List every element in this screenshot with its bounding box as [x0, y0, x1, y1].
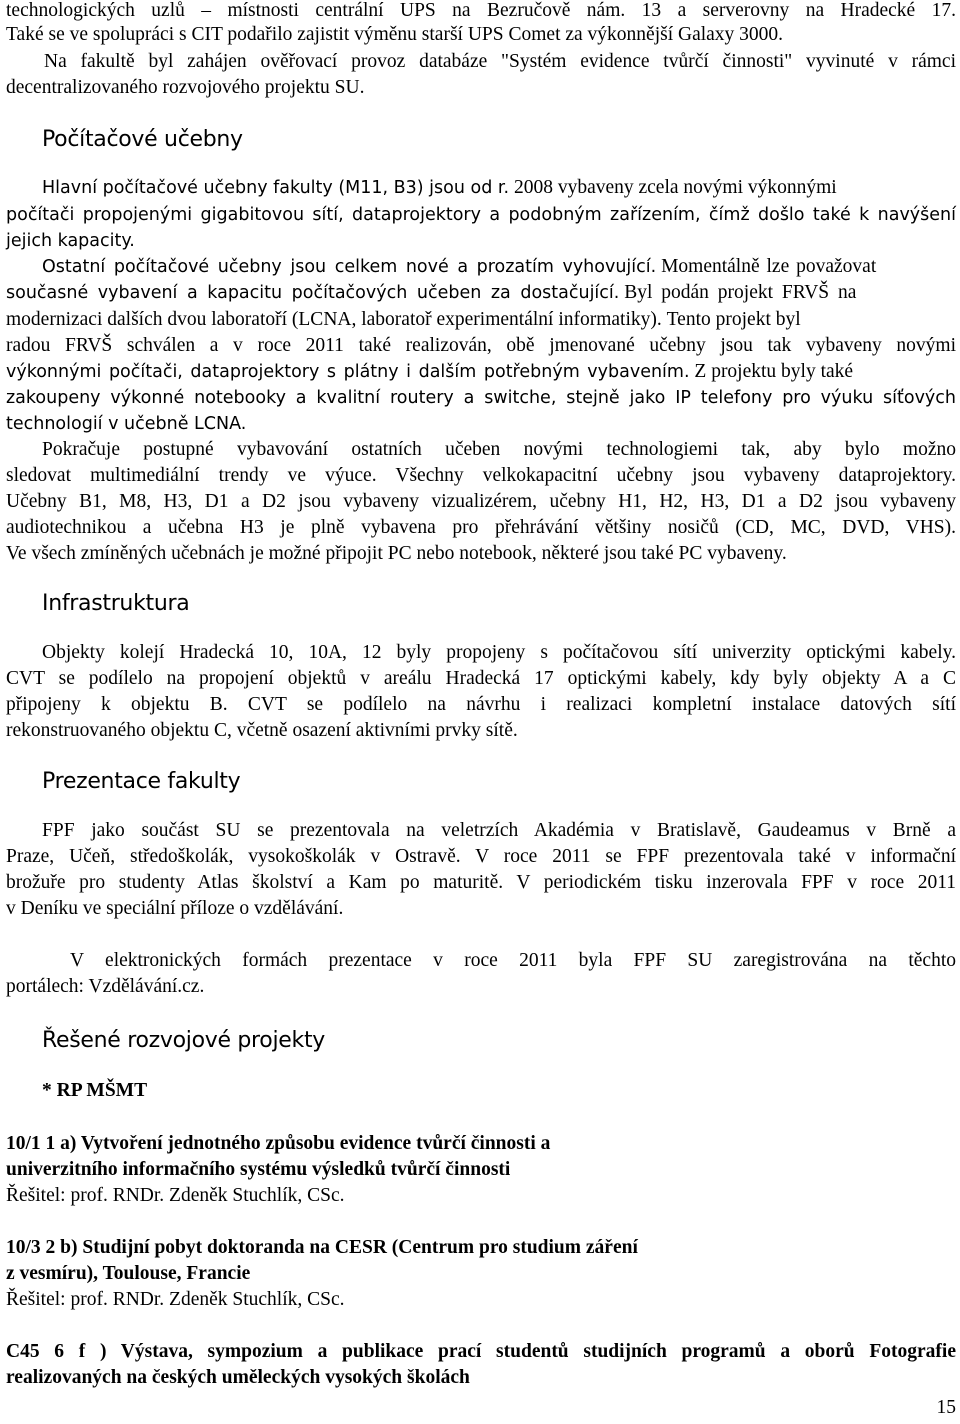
paragraph-line — [6, 175, 956, 201]
project-title-line: realizovaných na českých uměleckých vysokých školách — [6, 1367, 470, 1388]
text-run: Z projektu byly také — [694, 361, 854, 382]
project-solver: Řešitel: prof. RNDr. Zdeněk Stuchlík, CSc. — [6, 1289, 345, 1310]
paragraph-line: CVT se podílelo na propojení objektů v areálu Hradecká 17 optickými kabely, kdy byly objekty A a C — [6, 668, 956, 689]
paragraph-line: portálech: Vzdělávání.cz. — [6, 976, 205, 997]
paragraph-line — [6, 359, 956, 385]
paragraph-line — [6, 254, 956, 280]
text-run: 2008 vybaveny zcela novými výkonnými — [513, 177, 837, 198]
paragraph-line: v Deníku ve speciální příloze o vzdělávání. — [6, 898, 344, 919]
text-run: výkonnými počítači, dataprojektory s plátny i dalším potřebným vybavením. — [6, 362, 690, 382]
text-run: Hlavní počítačové učebny fakulty (M11, B3) jsou od r. — [42, 178, 510, 198]
paragraph-line: V elektronických formách prezentace v roce 2011 byla FPF SU zaregistrována na těchto — [70, 950, 956, 971]
text-run: Ostatní počítačové učebny jsou celkem nové a prozatím vyhovující. — [42, 257, 657, 277]
paragraph-line: technologií v učebně LCNA. — [6, 414, 247, 434]
paragraph-line: připojeny k objektu B. CVT se podílelo na návrhu i realizaci kompletní instalace datových sítí — [6, 694, 956, 715]
intro-line: technologických uzlů – místnosti centrální UPS na Bezručově nám. 13 a serverovny na Hradecké 17. — [6, 0, 956, 21]
section-heading-infrastruktura: Infrastruktura — [42, 591, 190, 616]
project-title-line: C45 6 f ) Výstava, sympozium a publikace prací studentů studijních programů a oborů Fotografie — [6, 1341, 956, 1362]
paragraph-line: brožuře pro studenty Atlas školství a Kam po maturitě. V periodickém tisku inzerovala FPF v roce 2011 — [6, 872, 956, 893]
text-run: současné vybavení a kapacitu počítačových učeben za dostačující. — [6, 283, 620, 303]
paragraph-line: audiotechnikou a učebna H3 je plně vybavena pro přehrávání většiny nosičů (CD, MC, DVD, VHS). — [6, 517, 956, 538]
paragraph-line: sledovat multimediální trendy ve výuce. Všechny velkokapacitní učebny jsou vybaveny dataprojektory. — [6, 465, 956, 486]
project-title-line: univerzitního informačního systému výsledků tvůrčí činnosti — [6, 1159, 511, 1180]
paragraph-line: Ve všech zmíněných učebnách je možné připojit PC nebo notebook, některé jsou také PC vybaveny. — [6, 543, 787, 564]
paragraph-line: FPF jako součást SU se prezentovala na veletrzích Akadémia v Bratislavě, Gaudeamus v Brně a — [42, 820, 956, 841]
project-title-line: z vesmíru), Toulouse, Francie — [6, 1263, 251, 1284]
intro-line: Na fakultě byl zahájen ověřovací provoz databáze "Systém evidence tvůrčí činnosti" vyvinuté v rámci — [44, 51, 956, 72]
section-heading-pocitacove-ucebny: Počítačové učebny — [42, 127, 243, 152]
text-run: Tento projekt byl — [666, 309, 801, 330]
intro-line: decentralizovaného rozvojového projektu SU. — [6, 77, 365, 98]
page-number: 15 — [936, 1397, 956, 1418]
subheading-rp-msmt: * RP MŠMT — [42, 1080, 148, 1101]
paragraph-line: Objekty kolejí Hradecká 10, 10A, 12 byly propojeny s počítačovou sítí univerzity optickými kabely. — [42, 642, 956, 663]
text-run: Momentálně lze považovat — [661, 256, 877, 277]
intro-line: Také se ve spolupráci s CIT podařilo zajistit výměnu starší UPS Comet za výkonnější Galaxy 3000. — [6, 24, 784, 45]
paragraph-line: Pokračuje postupné vybavování ostatních učeben novými technologiemi tak, aby bylo možno — [42, 439, 956, 460]
paragraph-line: zakoupeny výkonné notebooky a kvalitní routery a switche, stejně jako IP telefony pro výuku síťových — [6, 388, 956, 408]
section-heading-resene-rozvojove-projekty: Řešené rozvojové projekty — [42, 1028, 325, 1053]
paragraph-line: jejich kapacity. — [6, 231, 135, 251]
paragraph-line: Učebny B1, M8, H3, D1 a D2 jsou vybaveny vizualizérem, učebny H1, H2, H3, D1 a D2 jsou vybaveny — [6, 491, 956, 512]
paragraph-line: rekonstruovaného objektu C, včetně osazení aktivními prvky sítě. — [6, 720, 518, 741]
paragraph-line: Praze, Učeň, středoškolák, vysokoškolák v Ostravě. V roce 2011 se FPF prezentovala také v informační — [6, 846, 956, 867]
section-heading-prezentace-fakulty: Prezentace fakulty — [42, 769, 241, 794]
text-run: Byl podán projekt FRVŠ na — [624, 282, 857, 303]
project-title-line: 10/1 1 a) Vytvoření jednotného způsobu evidence tvůrčí činnosti a — [6, 1133, 551, 1154]
project-title-line: 10/3 2 b) Studijní pobyt doktoranda na CESR (Centrum pro studium záření — [6, 1237, 638, 1258]
paragraph-line — [6, 307, 956, 333]
project-solver: Řešitel: prof. RNDr. Zdeněk Stuchlík, CSc. — [6, 1185, 345, 1206]
paragraph-line: počítači propojenými gigabitovou sítí, dataprojektory a podobným zařízením, čímž došlo také k navýšení — [6, 205, 956, 225]
paragraph-line: radou FRVŠ schválen a v roce 2011 také realizován, obě jmenované učebny jsou tak vybaveny novými — [6, 335, 956, 356]
paragraph-line — [6, 280, 956, 306]
text-run: modernizaci dalších dvou laboratoří (LCNA, laboratoř experimentální informatiky). — [6, 309, 662, 330]
